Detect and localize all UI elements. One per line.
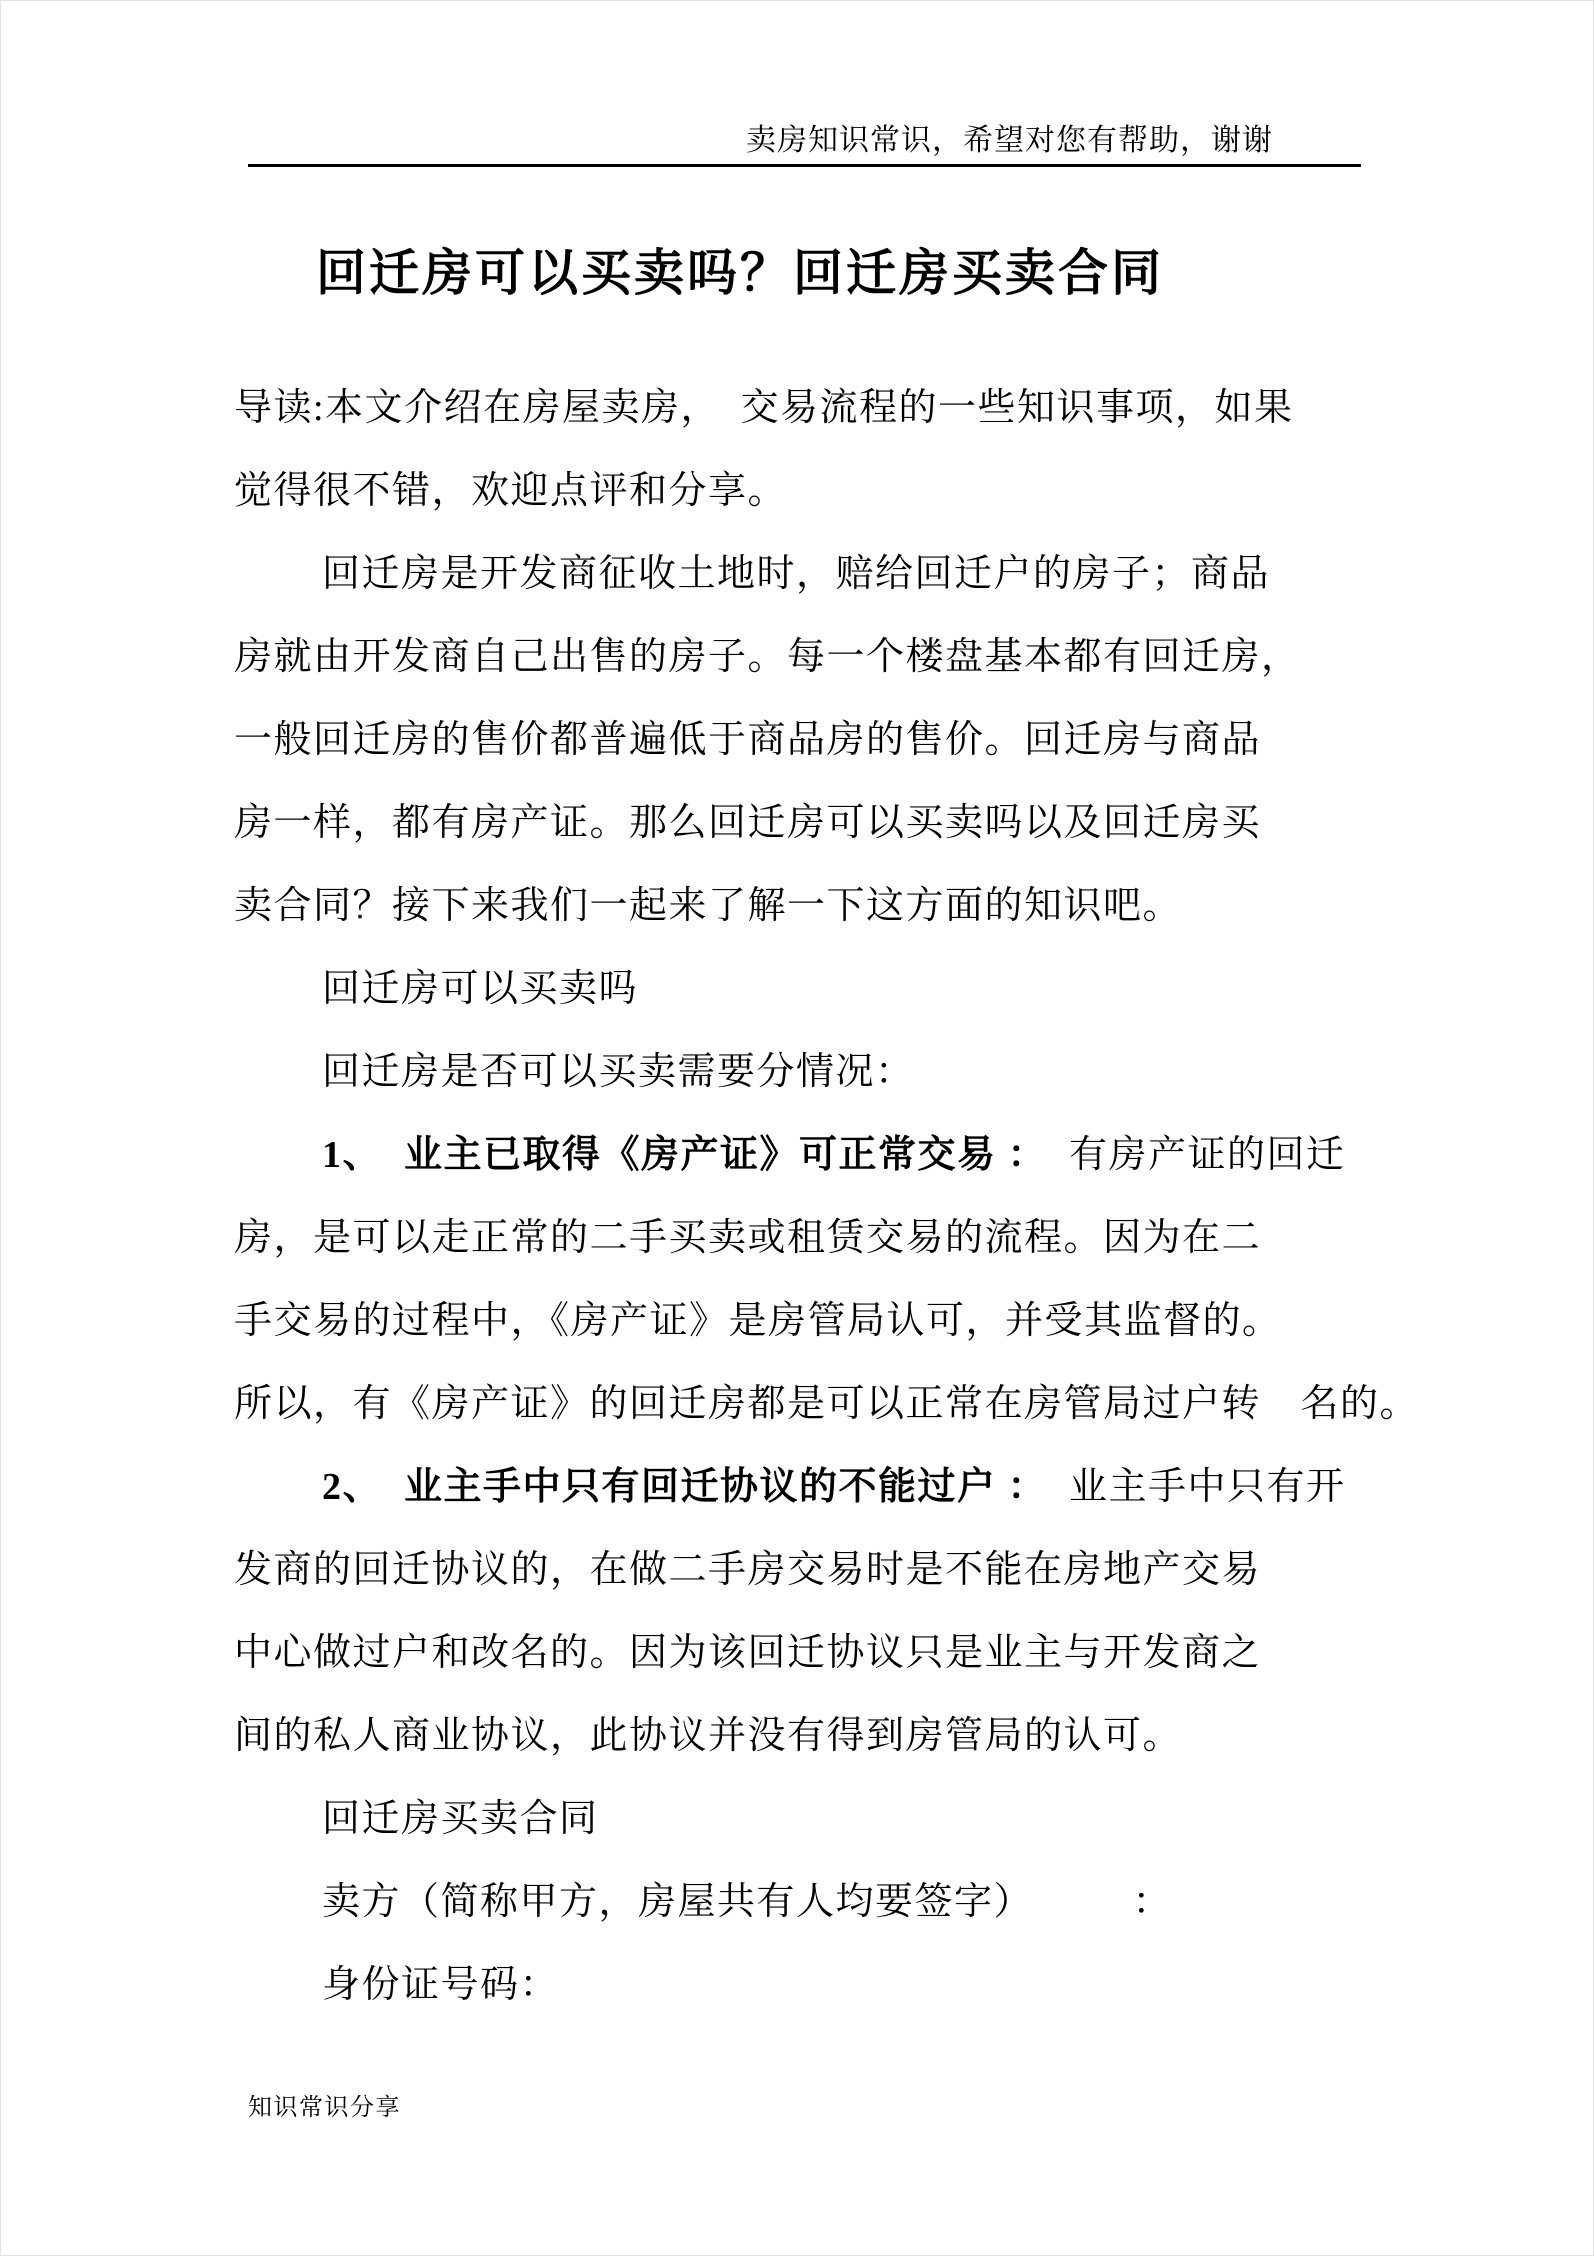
body-line [234, 1612, 1524, 1695]
footer-note: 知识常识分享 [248, 2095, 401, 2121]
body-line-text: 回迁房是否可以买卖需要分情况： [322, 1051, 915, 1093]
body-line [234, 450, 1524, 533]
body-line [234, 1944, 1524, 2027]
body-line-bold-lead: 2、 业主手中只有回迁协议的不能过户 ： [322, 1466, 1048, 1508]
body-line [234, 1695, 1524, 1778]
body-line-text: 间的私人商业协议，此协议并没有得到房管局的认可。 [234, 1715, 1183, 1757]
body-line-text: 觉得很不错，欢迎点评和分享。 [234, 470, 788, 512]
body-line [234, 367, 1524, 450]
body-line-text: 身份证号码： [322, 1964, 560, 2006]
body-line-text: 房一样，都有房产证。那么回迁房可以买卖吗以及回迁房买 [234, 802, 1262, 844]
body-line-bold-lead: 1、 业主已取得《房产证》可正常交易 ： [322, 1134, 1048, 1176]
body-line-text: 发商的回迁协议的，在做二手房交易时是不能在房地产交易 [234, 1549, 1262, 1591]
document-body [234, 367, 1524, 2027]
body-line-text: 中心做过户和改名的。因为该回迁协议只是业主与开发商之 [234, 1632, 1262, 1674]
body-line-text: 有房产证的回迁 [1047, 1134, 1346, 1176]
body-line-text: 房就由开发商自己出售的房子。每一个楼盘基本都有回迁房， [234, 636, 1301, 678]
body-line-section-heading [234, 948, 1524, 1031]
body-line-text: 卖方（简称甲方，房屋共有人均要签字） ： [322, 1881, 1173, 1923]
document-title: 回迁房可以买卖吗？回迁房买卖合同 [316, 245, 1164, 301]
body-line [234, 699, 1524, 782]
body-line [234, 1031, 1524, 1114]
body-line [234, 1280, 1524, 1363]
body-line-text: 业主手中只有开 [1047, 1466, 1346, 1508]
body-line [234, 1861, 1524, 1944]
body-line [234, 616, 1524, 699]
page-header-note: 卖房知识常识，希望对您有帮助，谢谢 [746, 124, 1273, 157]
body-line-text: 回迁房买卖合同 [322, 1798, 599, 1840]
body-line-text: 回迁房是开发商征收土地时，赔给回迁户的房子；商品 [322, 553, 1271, 595]
header-rule [248, 164, 1361, 167]
body-line [234, 1197, 1524, 1280]
body-line-text: 手交易的过程中，《房产证》是房管局认可，并受其监督的。 [234, 1300, 1282, 1342]
body-line [234, 1529, 1524, 1612]
body-line [234, 533, 1524, 616]
body-line-text: 导读:本文介绍在房屋卖房， 交易流程的一些知识事项，如果 [234, 387, 1294, 429]
body-line-numbered-item [234, 1114, 1524, 1197]
body-line-numbered-item [234, 1446, 1524, 1529]
body-line-text: 所以，有《房产证》的回迁房都是可以正常在房管局过户转 名的。 [234, 1383, 1420, 1425]
body-line [234, 782, 1524, 865]
body-line-text: 房，是可以走正常的二手买卖或租赁交易的流程。因为在二 [234, 1217, 1262, 1259]
body-line-text: 一般回迁房的售价都普遍低于商品房的售价。回迁房与商品 [234, 719, 1262, 761]
body-line [234, 1363, 1524, 1446]
body-line-text: 回迁房可以买卖吗 [322, 968, 639, 1010]
body-line-text: 卖合同？接下来我们一起来了解一下这方面的知识吧。 [234, 885, 1183, 927]
body-line [234, 865, 1524, 948]
body-line-section-heading [234, 1778, 1524, 1861]
